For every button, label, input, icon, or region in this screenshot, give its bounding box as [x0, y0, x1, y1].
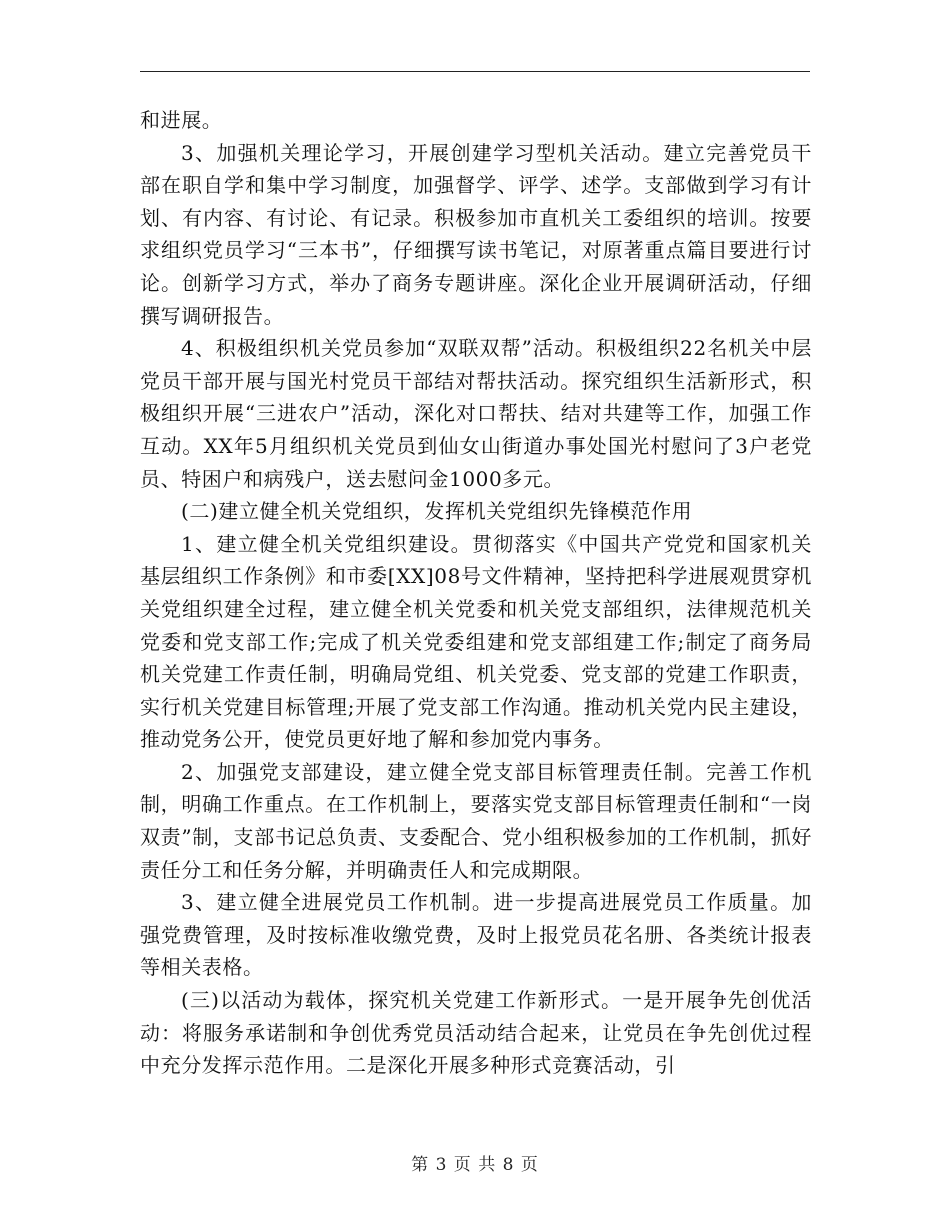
paragraph-organization-item-1: 1、建立健全机关党组织建设。贯彻落实《中国共产党党和国家机关基层组织工作条例》和市委[XX]08号文件精神，坚持把科学进展观贯穿机关党组织建全过程，建立健全机关党委和机关党支部组织，法律规范机关党委和党支部工作;完成了机关党委组建和党支部组建工作;制定了商务局机关党建工作责任制，明确局党组、机关党委、党支部的党建工作职责，实行机关党建目标管理;开展了党支部工作沟通。推动机关党内民主建设，推动党务公开，使党员更好地了解和参加党内事务。	[140, 531, 812, 752]
paragraph-branch-item-2: 2、加强党支部建设，建立健全党支部目标管理责任制。完善工作机制，明确工作重点。在工作机制上，要落实党支部目标管理责任制和“一岗双责”制，支部书记总负责、支委配合、党小组积极参加的工作机制，抓好责任分工和任务分解，并明确责任人和完成期限。	[140, 759, 812, 882]
paragraph-activity-item-4: 4、积极组织机关党员参加“双联双帮”活动。积极组织22名机关中层党员干部开展与国光村党员干部结对帮扶活动。探究组织生活新形式，积极组织开展“三进农户”活动，深化对口帮扶、结对共建等工作，加强工作互动。XX年5月组织机关党员到仙女山街道办事处国光村慰问了3户老党员、特困户和病残户，送去慰问金1000多元。	[140, 336, 812, 491]
paragraph-continuation: 和进展。	[140, 108, 223, 132]
section-heading-2: (二)建立健全机关党组织，发挥机关党组织先锋模范作用	[181, 499, 693, 524]
paragraph-study-item-3: 3、加强机关理论学习，开展创建学习型机关活动。建立完善党员干部在职自学和集中学习制度，加强督学、评学、述学。支部做到学习有计划、有内容、有讨论、有记录。积极参加市直机关工委组织的培训。按要求组织党员学习“三本书”，仔细撰写读书笔记，对原著重点篇目要进行讨论。创新学习方式，举办了商务专题讲座。深化企业开展调研活动，仔细撰写调研报告。	[140, 140, 812, 328]
header-rule	[140, 71, 810, 72]
page-number: 第 3 页 共 8 页	[411, 1155, 539, 1175]
paragraph-member-item-3: 3、建立健全进展党员工作机制。进一步提高进展党员工作质量。加强党费管理，及时按标准收缴党费，及时上报党员花名册、各类统计报表等相关表格。	[140, 890, 812, 980]
document-body	[140, 104, 812, 1082]
section-heading-3: (三)以活动为载体，探究机关党建工作新形式。一是开展争先创优活动：将服务承诺制和争创优秀党员活动结合起来，让党员在争先创优过程中充分发挥示范作用。二是深化开展多种形式竞赛活动，引	[140, 988, 812, 1078]
